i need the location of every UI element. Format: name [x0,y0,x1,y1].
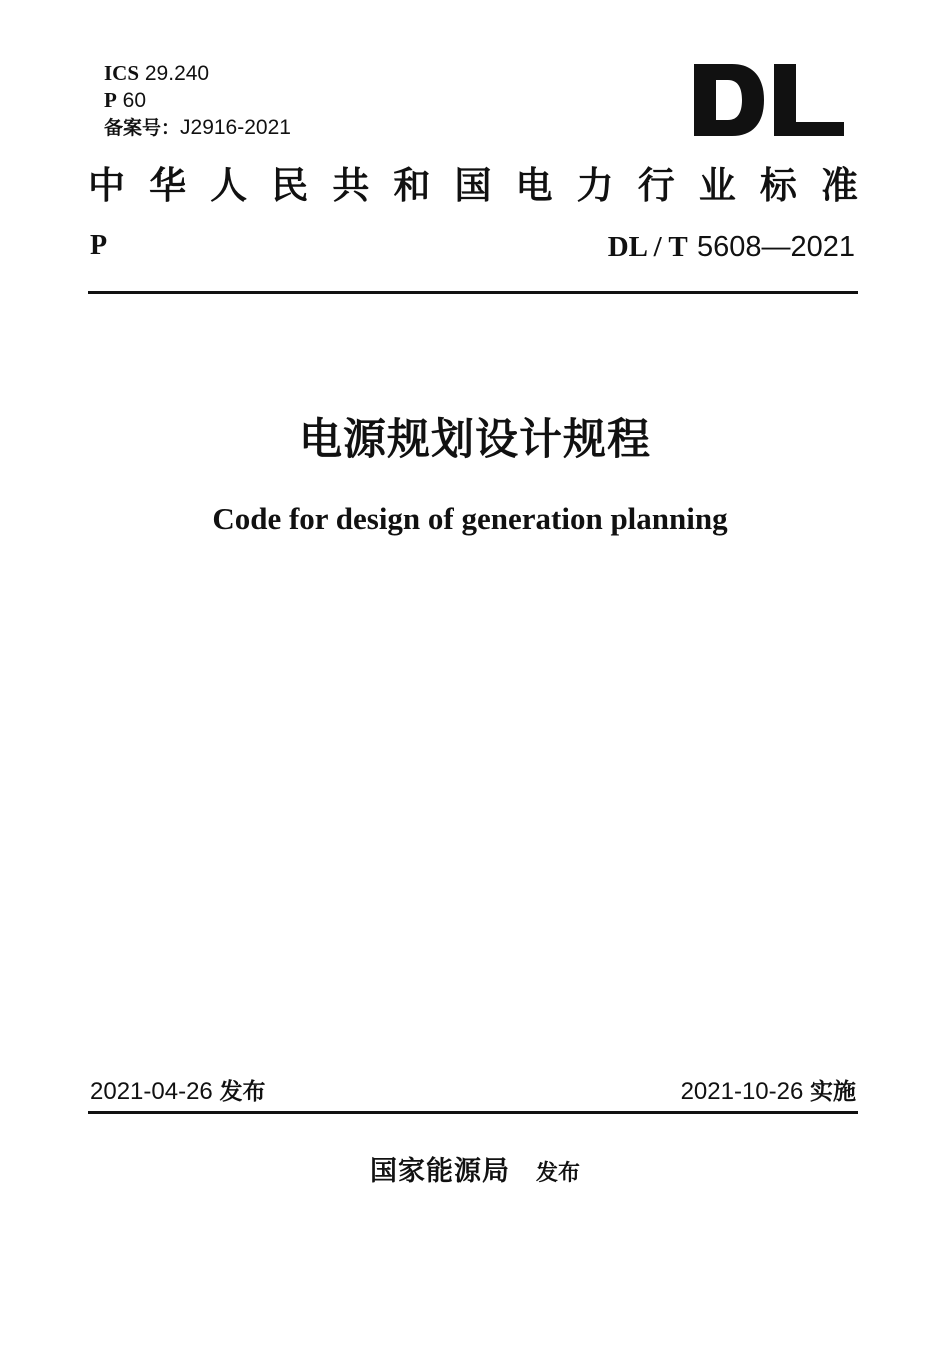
title-char: 业 [698,164,736,207]
document-title: 电源规划设计规程 [299,415,651,465]
publisher-org: 国家能源局 [369,1156,510,1187]
classification-code [104,87,291,114]
classification-letter: P [90,230,108,261]
dl-logo [694,64,844,136]
record-value: J2916-2021 [180,116,291,139]
ics-label: ICS [104,61,140,85]
title-char: 准 [820,164,858,207]
title-char: 人 [210,164,248,207]
record-label: 备案号： [104,117,181,139]
title-char: 标 [759,164,797,207]
record-number [104,114,291,142]
ics-code [104,60,291,87]
implementation-date-value: 2021-10-26 [680,1078,804,1105]
title-char: 和 [393,164,431,207]
title-char: 共 [332,164,370,207]
bottom-divider [88,1111,858,1114]
standard-number-value: 5608—2021 [696,231,855,263]
publisher-action: 发布 [535,1161,580,1186]
ics-value: 29.240 [144,62,210,85]
title-char: 中 [88,164,125,207]
issue-date-value: 2021-04-26 [90,1078,213,1105]
title-char: 力 [576,164,614,207]
standard-number-prefix: DL / T [607,231,688,263]
title-char: 电 [515,164,553,207]
standard-category-title [88,164,858,208]
implementation-date [681,1076,856,1108]
classification-label: P [104,88,117,112]
implementation-label: 实施 [810,1079,856,1105]
issue-label: 发布 [219,1079,266,1105]
document-subtitle: Code for design of generation planning [212,501,728,536]
title-char: 行 [637,164,675,207]
title-char: 国 [454,164,492,207]
standard-number [608,228,855,265]
classification-value: 60 [122,89,147,112]
top-divider [88,291,858,294]
issue-date [90,1076,265,1108]
publisher-line [0,1154,950,1192]
header-metadata [104,60,291,142]
title-char: 民 [271,164,309,207]
title-char: 华 [149,164,187,207]
